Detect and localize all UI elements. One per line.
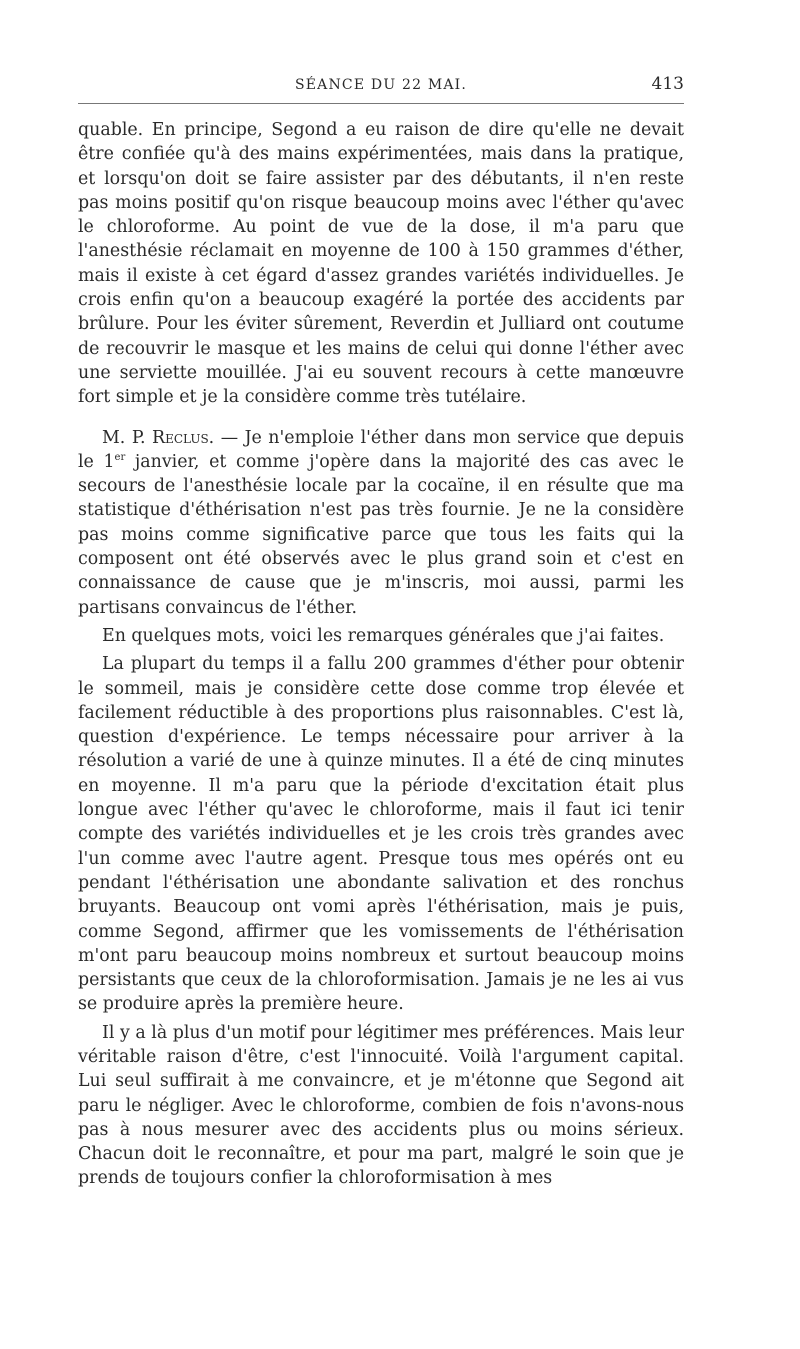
body-text xyxy=(78,118,684,1191)
paragraph-2-text-b: janvier, et comme j'opère dans la majorité des cas avec le secours de l'anesthésie locale par la cocaïne, il en résulte que ma statistique d'éthérisation n'est pas très fournie. Je ne la considère pas moins comme significative parce que tous les faits qui la composent ont été observés avec le plus grand soin et c'est en connaissance de cause que je m'inscris, moi aussi, parmi les partisans convaincus de l'éther. xyxy=(78,451,684,618)
paragraph-2 xyxy=(78,426,684,620)
paragraph-1: quable. En principe, Segond a eu raison de dire qu'elle ne devait être confiée qu'à des mains expérimentées, mais dans la pratique, et lorsqu'on doit se faire assister par des débutants, il n'en reste pas moins positif qu'on risque beaucoup moins avec l'éther qu'avec le chloroforme. Au point de vue de la dose, il m'a paru que l'anesthésie réclamait en moyenne de 100 à 150 grammes d'éther, mais il existe à cet égard d'assez grandes variétés individuelles. Je crois enfin qu'on a beaucoup exagéré la portée des accidents par brûlure. Pour les éviter sûrement, Reverdin et Julliard ont coutume de recouvrir le masque et les mains de celui qui donne l'éther avec une serviette mouillée. J'ai eu souvent recours à cette manœuvre fort simple et je la considère comme très tutélaire. xyxy=(78,120,684,408)
paragraph-5: Il y a là plus d'un motif pour légitimer mes préférences. Mais leur véritable raison d'être, c'est l'innocuité. Voilà l'argument capital. Lui seul suffirait à me convaincre, et je m'étonne que Segond ait paru le négliger. Avec le chloroforme, combien de fois n'avons-nous pas à nous mesurer avec des accidents plus ou moins sérieux. Chacun doit le reconnaître, et pour ma part, malgré le soin que je prends de toujours confier la chloroformisation à mes xyxy=(78,1022,684,1189)
paragraph-2-text-a: — Je n'emploie l'éther dans mon service que depuis le 1 xyxy=(78,427,685,472)
header-rule xyxy=(78,103,684,104)
page-number: 413 xyxy=(651,74,684,94)
ordinal-superscript: er xyxy=(114,452,126,464)
running-head xyxy=(78,74,684,98)
paragraph-3: En quelques mots, voici les remarques générales que j'ai faites. xyxy=(102,625,665,646)
paragraph-4: La plupart du temps il a fallu 200 grammes d'éther pour obtenir le sommeil, mais je considère cette dose comme trop élevée et facilement réductible à des proportions plus raisonnables. C'est là, question d'expérience. Le temps nécessaire pour arriver à la résolution a varié de une à quinze minutes. Il a été de cinq minutes en moyenne. Il m'a paru que la période d'excitation était plus longue avec l'éther qu'avec le chloroforme, mais il faut ici tenir compte des variétés individuelles et je les crois très grandes avec l'un comme avec l'autre agent. Presque tous mes opérés ont eu pendant l'éthérisation une abondante salivation et des ronchus bruyants. Beaucoup ont vomi après l'éthérisation, mais je puis, comme Segond, affirmer que les vomissements de l'éthérisation m'ont paru beaucoup moins nombreux et surtout beaucoup moins persistants que ceux de la chloroformisation. Jamais je ne les ai vus se produire après la première heure. xyxy=(78,654,684,1015)
speaker-name: M. P. Reclus. xyxy=(102,427,215,448)
running-head-title: SÉANCE DU 22 MAI. xyxy=(294,77,468,93)
